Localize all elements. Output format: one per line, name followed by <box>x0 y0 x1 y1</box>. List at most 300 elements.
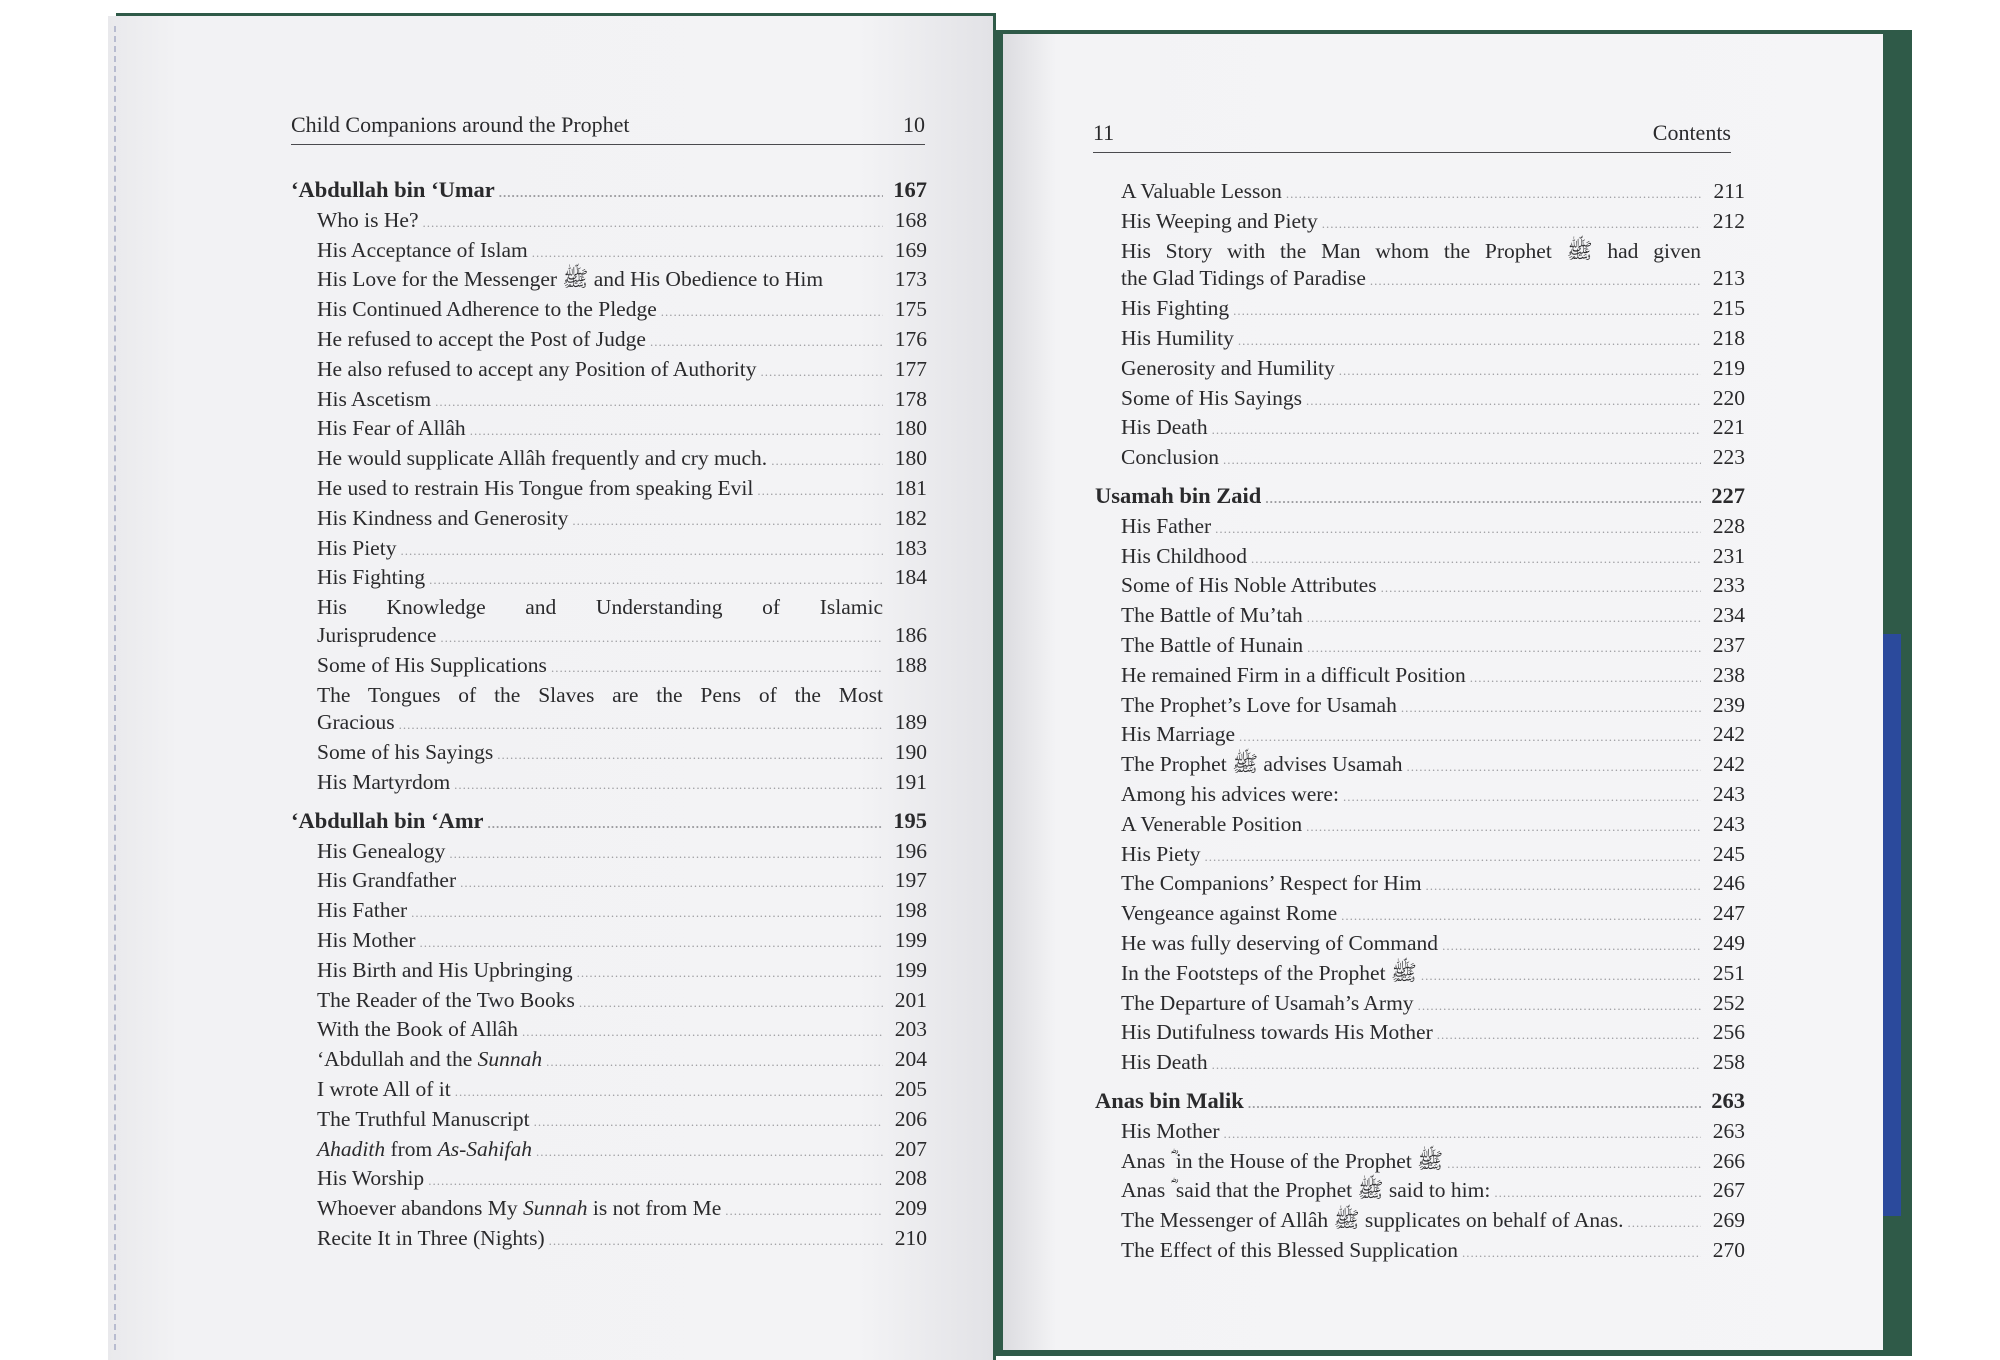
toc-page-number: 267 <box>1712 1178 1745 1203</box>
toc-entry[interactable] <box>1095 1207 1745 1237</box>
toc-row <box>291 1076 927 1106</box>
dot-leader <box>470 417 883 445</box>
toc-entry-title-line: His Story with the Man whom the Prophet ﷺ had given <box>1121 238 1701 263</box>
toc-page-number: 215 <box>1712 296 1745 321</box>
toc-entry-title: His Mother <box>1121 1118 1220 1143</box>
dot-leader <box>1339 357 1701 385</box>
toc-entry-title: Anas ؓ said that the Prophet ﷺ said to him: <box>1121 1178 1491 1203</box>
toc-entry[interactable] <box>1095 295 1745 325</box>
toc-row <box>291 1195 927 1225</box>
toc-page-number: 183 <box>894 535 927 560</box>
toc-entry[interactable] <box>291 594 927 652</box>
toc-row <box>291 505 927 535</box>
toc-entry[interactable] <box>1095 751 1745 781</box>
toc-entry[interactable] <box>291 1046 927 1076</box>
toc-entry-title-line: His Knowledge and Understanding of Islamic <box>317 595 883 620</box>
toc-entry[interactable] <box>291 652 927 682</box>
toc-entry[interactable] <box>1095 355 1745 385</box>
toc-entry[interactable] <box>1095 781 1745 811</box>
dot-leader <box>546 1048 883 1076</box>
toc-entry-title: The Battle of Hunain <box>1121 632 1304 657</box>
toc-row <box>291 739 927 769</box>
toc-entry-title: He remained Firm in a difficult Position <box>1121 662 1466 687</box>
toc-row <box>1095 841 1745 871</box>
toc-page-number: 221 <box>1712 415 1745 440</box>
toc-entry[interactable] <box>1095 990 1745 1020</box>
dot-leader <box>757 477 883 505</box>
toc-row <box>291 838 927 868</box>
toc-entry-title: the Glad Tidings of Paradise <box>1121 266 1366 291</box>
toc-row <box>1095 870 1745 900</box>
toc-row <box>291 445 927 475</box>
toc-page-number: 180 <box>894 446 927 471</box>
dot-leader <box>429 566 883 594</box>
toc-row <box>291 207 927 237</box>
dot-leader <box>1248 1090 1701 1118</box>
toc-page-number: 270 <box>1712 1237 1745 1262</box>
toc-page-number: 199 <box>894 957 927 982</box>
toc-entry[interactable] <box>1095 208 1745 238</box>
dot-leader <box>536 1138 883 1166</box>
toc-entry-title: The Prophet ﷺ advises Usamah <box>1121 752 1403 777</box>
toc-page-number: 191 <box>894 769 927 794</box>
table-of-contents-right <box>1095 178 1745 1267</box>
toc-page-number: 269 <box>1712 1208 1745 1233</box>
toc-entry[interactable] <box>291 207 927 237</box>
toc-entry-title: His Mother <box>317 927 416 952</box>
dot-leader <box>1224 1120 1701 1148</box>
dot-leader <box>1627 1209 1701 1237</box>
toc-entry[interactable] <box>1095 1049 1745 1079</box>
dot-leader <box>1307 634 1701 662</box>
toc-section-heading[interactable] <box>291 807 927 838</box>
toc-page-number: 189 <box>894 710 927 735</box>
toc-row <box>1095 295 1745 325</box>
dot-leader <box>428 1167 883 1195</box>
toc-entry[interactable] <box>291 505 927 535</box>
toc-entry-title: Generosity and Humility <box>1121 355 1335 380</box>
dot-leader <box>411 899 883 927</box>
toc-entry[interactable] <box>291 326 927 356</box>
toc-entry[interactable] <box>1095 414 1745 444</box>
toc-entry-title: His Grandfather <box>317 868 457 893</box>
toc-page-number: 175 <box>894 297 927 322</box>
dot-leader <box>1447 1150 1701 1178</box>
toc-row <box>1095 444 1745 474</box>
toc-row <box>291 1016 927 1046</box>
toc-row <box>291 1165 927 1195</box>
dot-leader <box>532 239 883 267</box>
toc-row <box>1095 325 1745 355</box>
dot-leader <box>1306 387 1701 415</box>
toc-page-number: 178 <box>894 386 927 411</box>
toc-entry[interactable] <box>1095 692 1745 722</box>
toc-entry[interactable] <box>1095 178 1745 208</box>
toc-row <box>1095 1237 1745 1267</box>
toc-entry-title: A Valuable Lesson <box>1121 179 1282 203</box>
dot-leader <box>522 1018 883 1046</box>
toc-entry[interactable] <box>1095 513 1745 543</box>
toc-row <box>1095 662 1745 692</box>
toc-entry-title: Anas ؓ in the House of the Prophet ﷺ <box>1121 1148 1444 1173</box>
toc-entry-title: His Acceptance of Islam <box>317 237 528 262</box>
toc-entry[interactable] <box>1095 632 1745 662</box>
toc-entry-title: He would supplicate Allâh frequently and cry much. <box>317 446 768 471</box>
toc-entry-title: His Fighting <box>1121 296 1230 321</box>
toc-entry-title: His Genealogy <box>317 838 446 863</box>
toc-entry-title: Some of his Sayings <box>317 740 494 765</box>
toc-page-number: 263 <box>1711 1087 1745 1113</box>
dot-leader <box>497 741 883 769</box>
toc-entry-title: Gracious <box>317 710 395 735</box>
toc-page-number: 204 <box>894 1047 927 1072</box>
dot-leader <box>549 1227 883 1255</box>
right-running-head <box>1093 120 1731 153</box>
dot-leader <box>1462 1239 1701 1267</box>
toc-entry-title: His Father <box>1121 513 1212 538</box>
toc-page-number: 205 <box>894 1076 927 1101</box>
toc-entry[interactable] <box>1095 444 1745 474</box>
toc-row <box>1095 513 1745 543</box>
toc-page-number: 223 <box>1712 445 1745 470</box>
toc-entry-title: His Birth and His Upbringing <box>317 957 573 982</box>
toc-entry-title: His Love for the Messenger ﷺ and His Obedience to Him <box>317 267 824 292</box>
toc-entry-title: Anas bin Malik <box>1095 1087 1244 1113</box>
toc-page-number: 177 <box>894 356 927 381</box>
dot-leader <box>661 298 883 326</box>
toc-entry[interactable] <box>291 987 927 1017</box>
toc-entry[interactable] <box>1095 385 1745 415</box>
dot-leader <box>440 624 883 652</box>
page-number: 11 <box>1093 120 1115 145</box>
toc-entry-title: His Childhood <box>1121 543 1248 568</box>
toc-row <box>291 266 927 296</box>
toc-row <box>291 807 927 838</box>
toc-page-number: 181 <box>894 475 927 500</box>
toc-row <box>1095 930 1745 960</box>
dot-leader <box>725 1197 883 1225</box>
dot-leader <box>1341 902 1701 930</box>
toc-row <box>1095 1019 1745 1049</box>
toc-page-number: 213 <box>1712 266 1745 291</box>
toc-entry[interactable] <box>291 957 927 987</box>
toc-page-number: 266 <box>1712 1148 1745 1173</box>
toc-row <box>1095 414 1745 444</box>
toc-page-number: 237 <box>1712 632 1745 657</box>
toc-page-number: 246 <box>1712 871 1745 896</box>
toc-entry[interactable] <box>291 1016 927 1046</box>
toc-entry[interactable] <box>291 564 927 594</box>
toc-page-number: 180 <box>894 416 927 441</box>
toc-page-number: 206 <box>894 1106 927 1131</box>
toc-entry-title: I wrote All of it <box>317 1076 451 1101</box>
toc-entry[interactable] <box>1095 960 1745 990</box>
dot-leader <box>1381 574 1701 602</box>
toc-entry-title: In the Footsteps of the Prophet ﷺ <box>1121 960 1417 985</box>
toc-entry[interactable] <box>1095 900 1745 930</box>
toc-entry[interactable] <box>1095 543 1745 573</box>
toc-entry[interactable] <box>291 266 927 296</box>
toc-page-number: 167 <box>893 177 927 202</box>
toc-entry-title: The Departure of Usamah’s Army <box>1121 990 1414 1015</box>
toc-page-number: 196 <box>894 838 927 863</box>
toc-row <box>1095 482 1745 513</box>
toc-row <box>291 769 927 799</box>
toc-page-number: 188 <box>894 652 927 677</box>
toc-row <box>291 1106 927 1136</box>
toc-page-number: 208 <box>894 1166 927 1191</box>
toc-page-number: 243 <box>1712 781 1745 806</box>
toc-row <box>1095 543 1745 573</box>
toc-row <box>291 1225 927 1255</box>
toc-page-number: 198 <box>894 898 927 923</box>
dot-leader <box>579 989 883 1017</box>
toc-page-number: 249 <box>1712 930 1745 955</box>
toc-entry-title: His Weeping and Piety <box>1121 208 1318 233</box>
toc-entry[interactable] <box>291 1106 927 1136</box>
toc-entry[interactable] <box>1095 930 1745 960</box>
toc-row <box>291 356 927 386</box>
toc-row <box>291 1136 927 1166</box>
toc-page-number: 233 <box>1712 573 1745 598</box>
toc-entry[interactable] <box>1095 572 1745 602</box>
toc-entry-title: His Kindness and Generosity <box>317 505 569 530</box>
dot-leader <box>423 209 884 237</box>
toc-page-number: 218 <box>1712 325 1745 350</box>
toc-page-number: 220 <box>1712 385 1745 410</box>
toc-page-number: 173 <box>894 267 927 292</box>
toc-page-number: 207 <box>894 1136 927 1161</box>
toc-row <box>1095 572 1745 602</box>
toc-row <box>291 957 927 987</box>
dot-leader <box>572 507 883 535</box>
dot-leader <box>420 929 883 957</box>
toc-row <box>291 622 927 652</box>
toc-page-number: 184 <box>894 565 927 590</box>
toc-row <box>291 535 927 565</box>
dot-leader <box>1494 1179 1701 1207</box>
dot-leader <box>1343 783 1701 811</box>
dot-leader <box>435 388 883 416</box>
toc-entry[interactable] <box>291 445 927 475</box>
dot-leader <box>1223 446 1701 474</box>
toc-page-number: 176 <box>894 326 927 351</box>
dot-leader <box>499 179 883 207</box>
toc-page-number: 242 <box>1712 752 1745 777</box>
toc-page-number: 186 <box>894 622 927 647</box>
toc-row <box>291 1046 927 1076</box>
toc-entry-title: The Prophet’s Love for Usamah <box>1121 692 1397 717</box>
toc-page-number: 239 <box>1712 692 1745 717</box>
toc-entry[interactable] <box>291 1165 927 1195</box>
dot-leader <box>455 1078 883 1106</box>
running-title: Child Companions around the Prophet <box>291 112 630 137</box>
toc-row <box>1095 1087 1745 1118</box>
toc-entry[interactable] <box>291 927 927 957</box>
toc-page-number: 245 <box>1712 841 1745 866</box>
toc-page-number: 209 <box>894 1196 927 1221</box>
toc-entry-title: The Effect of this Blessed Supplication <box>1121 1237 1458 1262</box>
toc-entry-title: ‘Abdullah bin ‘Umar <box>291 177 495 202</box>
toc-row <box>1095 632 1745 662</box>
toc-row <box>291 475 927 505</box>
toc-entry[interactable] <box>291 237 927 267</box>
toc-entry[interactable] <box>291 1195 927 1225</box>
toc-entry-title-line: The Tongues of the Slaves are the Pens of the Most <box>317 682 883 707</box>
toc-entry[interactable] <box>291 475 927 505</box>
dot-leader <box>1370 267 1701 295</box>
toc-page-number: 195 <box>893 807 927 833</box>
toc-page-number: 228 <box>1712 513 1745 538</box>
dot-leader <box>1407 753 1701 781</box>
toc-entry-title: Usamah bin Zaid <box>1095 482 1262 508</box>
toc-row <box>291 927 927 957</box>
toc-entry-title: His Continued Adherence to the Pledge <box>317 297 657 322</box>
dot-leader <box>534 1108 883 1136</box>
dot-leader <box>1239 723 1701 751</box>
toc-page-number: 219 <box>1712 355 1745 380</box>
toc-entry-title: He was fully deserving of Command <box>1121 930 1439 955</box>
toc-entry[interactable] <box>1095 325 1745 355</box>
toc-entry[interactable] <box>1095 841 1745 871</box>
table-of-contents-left <box>291 176 927 1255</box>
toc-entry[interactable] <box>291 1076 927 1106</box>
toc-entry[interactable] <box>291 838 927 868</box>
toc-entry[interactable] <box>1095 662 1745 692</box>
toc-entry[interactable] <box>1095 238 1745 296</box>
dot-leader <box>1442 932 1701 960</box>
toc-entry-title: His Death <box>1121 415 1208 440</box>
dot-leader <box>1233 297 1701 325</box>
toc-entry-title: He used to restrain His Tongue from speaking Evil <box>317 475 754 500</box>
toc-entry[interactable] <box>291 867 927 897</box>
toc-row <box>291 987 927 1017</box>
toc-entry-title: Among his advices were: <box>1121 781 1339 806</box>
toc-entry[interactable] <box>291 356 927 386</box>
toc-row <box>291 326 927 356</box>
toc-page-number: 182 <box>894 505 927 530</box>
toc-entry-title: Some of His Supplications <box>317 652 547 677</box>
toc-page-number: 197 <box>894 868 927 893</box>
toc-page-number: 251 <box>1712 960 1745 985</box>
toc-row <box>1095 355 1745 385</box>
toc-entry[interactable] <box>291 897 927 927</box>
toc-entry-title: ‘Abdullah bin ‘Amr <box>291 807 484 833</box>
toc-entry[interactable] <box>291 1225 927 1255</box>
dot-leader <box>1215 515 1701 543</box>
toc-row <box>1095 1207 1745 1237</box>
dot-leader <box>460 869 883 897</box>
toc-section-heading[interactable] <box>1095 1087 1745 1118</box>
dot-leader <box>1421 962 1701 990</box>
dot-leader <box>1251 545 1701 573</box>
toc-entry[interactable] <box>291 739 927 769</box>
toc-entry[interactable] <box>1095 1118 1745 1148</box>
dot-leader <box>1286 180 1701 208</box>
toc-entry-title: Jurisprudence <box>317 622 437 647</box>
toc-entry-title: ‘Abdullah and the Sunnah <box>317 1047 543 1072</box>
toc-section-heading[interactable] <box>291 176 927 207</box>
toc-entry-title: The Reader of the Two Books <box>317 987 575 1012</box>
toc-entry-title: His Fear of Allâh <box>317 416 466 441</box>
toc-page-number: 168 <box>894 207 927 232</box>
dot-leader <box>1238 327 1701 355</box>
dot-leader <box>1322 210 1701 238</box>
dot-leader <box>1470 664 1701 692</box>
toc-row <box>1095 960 1745 990</box>
dot-leader <box>399 711 883 739</box>
toc-page-number: 201 <box>894 987 927 1012</box>
toc-entry-title: His Ascetism <box>317 386 432 411</box>
toc-entry[interactable] <box>1095 721 1745 751</box>
dot-leader <box>400 537 883 565</box>
toc-entry-title: With the Book of Allâh <box>317 1017 518 1042</box>
cover-band-right <box>1883 634 1901 1216</box>
toc-entry[interactable] <box>1095 1148 1745 1178</box>
page-number: 10 <box>903 112 925 137</box>
toc-entry[interactable] <box>291 682 927 740</box>
toc-row <box>1095 385 1745 415</box>
toc-entry-title: His Father <box>317 898 408 923</box>
dot-leader <box>1306 813 1701 841</box>
toc-entry[interactable] <box>291 1136 927 1166</box>
toc-entry-title: The Companions’ Respect for Him <box>1121 871 1422 896</box>
toc-entry-title: He refused to accept the Post of Judge <box>317 326 646 351</box>
toc-row <box>291 176 927 207</box>
toc-row <box>1095 1148 1745 1178</box>
dot-leader <box>1418 992 1701 1020</box>
toc-entry[interactable] <box>1095 1177 1745 1207</box>
toc-entry-title: Whoever abandons My Sunnah is not from Me <box>317 1196 722 1221</box>
toc-page-number: 199 <box>894 927 927 952</box>
toc-page-number: 211 <box>1713 179 1745 203</box>
toc-entry[interactable] <box>291 415 927 445</box>
toc-entry-title: Ahadith from As-Sahifah <box>317 1136 532 1161</box>
toc-entry[interactable] <box>291 769 927 799</box>
toc-page-number: 234 <box>1712 603 1745 628</box>
toc-entry-title: His Death <box>1121 1050 1208 1075</box>
toc-page-number: 210 <box>894 1225 927 1250</box>
toc-row <box>1095 1177 1745 1207</box>
dot-leader <box>1204 843 1701 871</box>
toc-row <box>1095 692 1745 722</box>
toc-entry-title: His Piety <box>317 535 397 560</box>
toc-entry-title: His Martyrdom <box>317 769 451 794</box>
toc-row <box>1095 721 1745 751</box>
toc-entry[interactable] <box>1095 1237 1745 1267</box>
running-title: Contents <box>1652 120 1731 145</box>
toc-row <box>1095 751 1745 781</box>
dot-leader <box>760 358 883 386</box>
toc-row <box>1095 990 1745 1020</box>
toc-entry[interactable] <box>291 386 927 416</box>
toc-entry-title: A Venerable Position <box>1121 811 1303 836</box>
toc-entry[interactable] <box>1095 1019 1745 1049</box>
toc-entry-title: Recite It in Three (Nights) <box>317 1225 545 1250</box>
toc-entry[interactable] <box>1095 811 1745 841</box>
toc-entry-title: He also refused to accept any Position of Authority <box>317 356 757 381</box>
toc-section-heading[interactable] <box>1095 482 1745 513</box>
toc-entry[interactable] <box>1095 870 1745 900</box>
toc-entry[interactable] <box>291 535 927 565</box>
toc-row <box>291 237 927 267</box>
toc-entry[interactable] <box>291 296 927 326</box>
toc-entry[interactable] <box>1095 602 1745 632</box>
toc-row <box>291 564 927 594</box>
toc-row <box>1095 178 1745 208</box>
toc-entry-title: His Marriage <box>1121 722 1236 747</box>
toc-page-number: 247 <box>1712 901 1745 926</box>
